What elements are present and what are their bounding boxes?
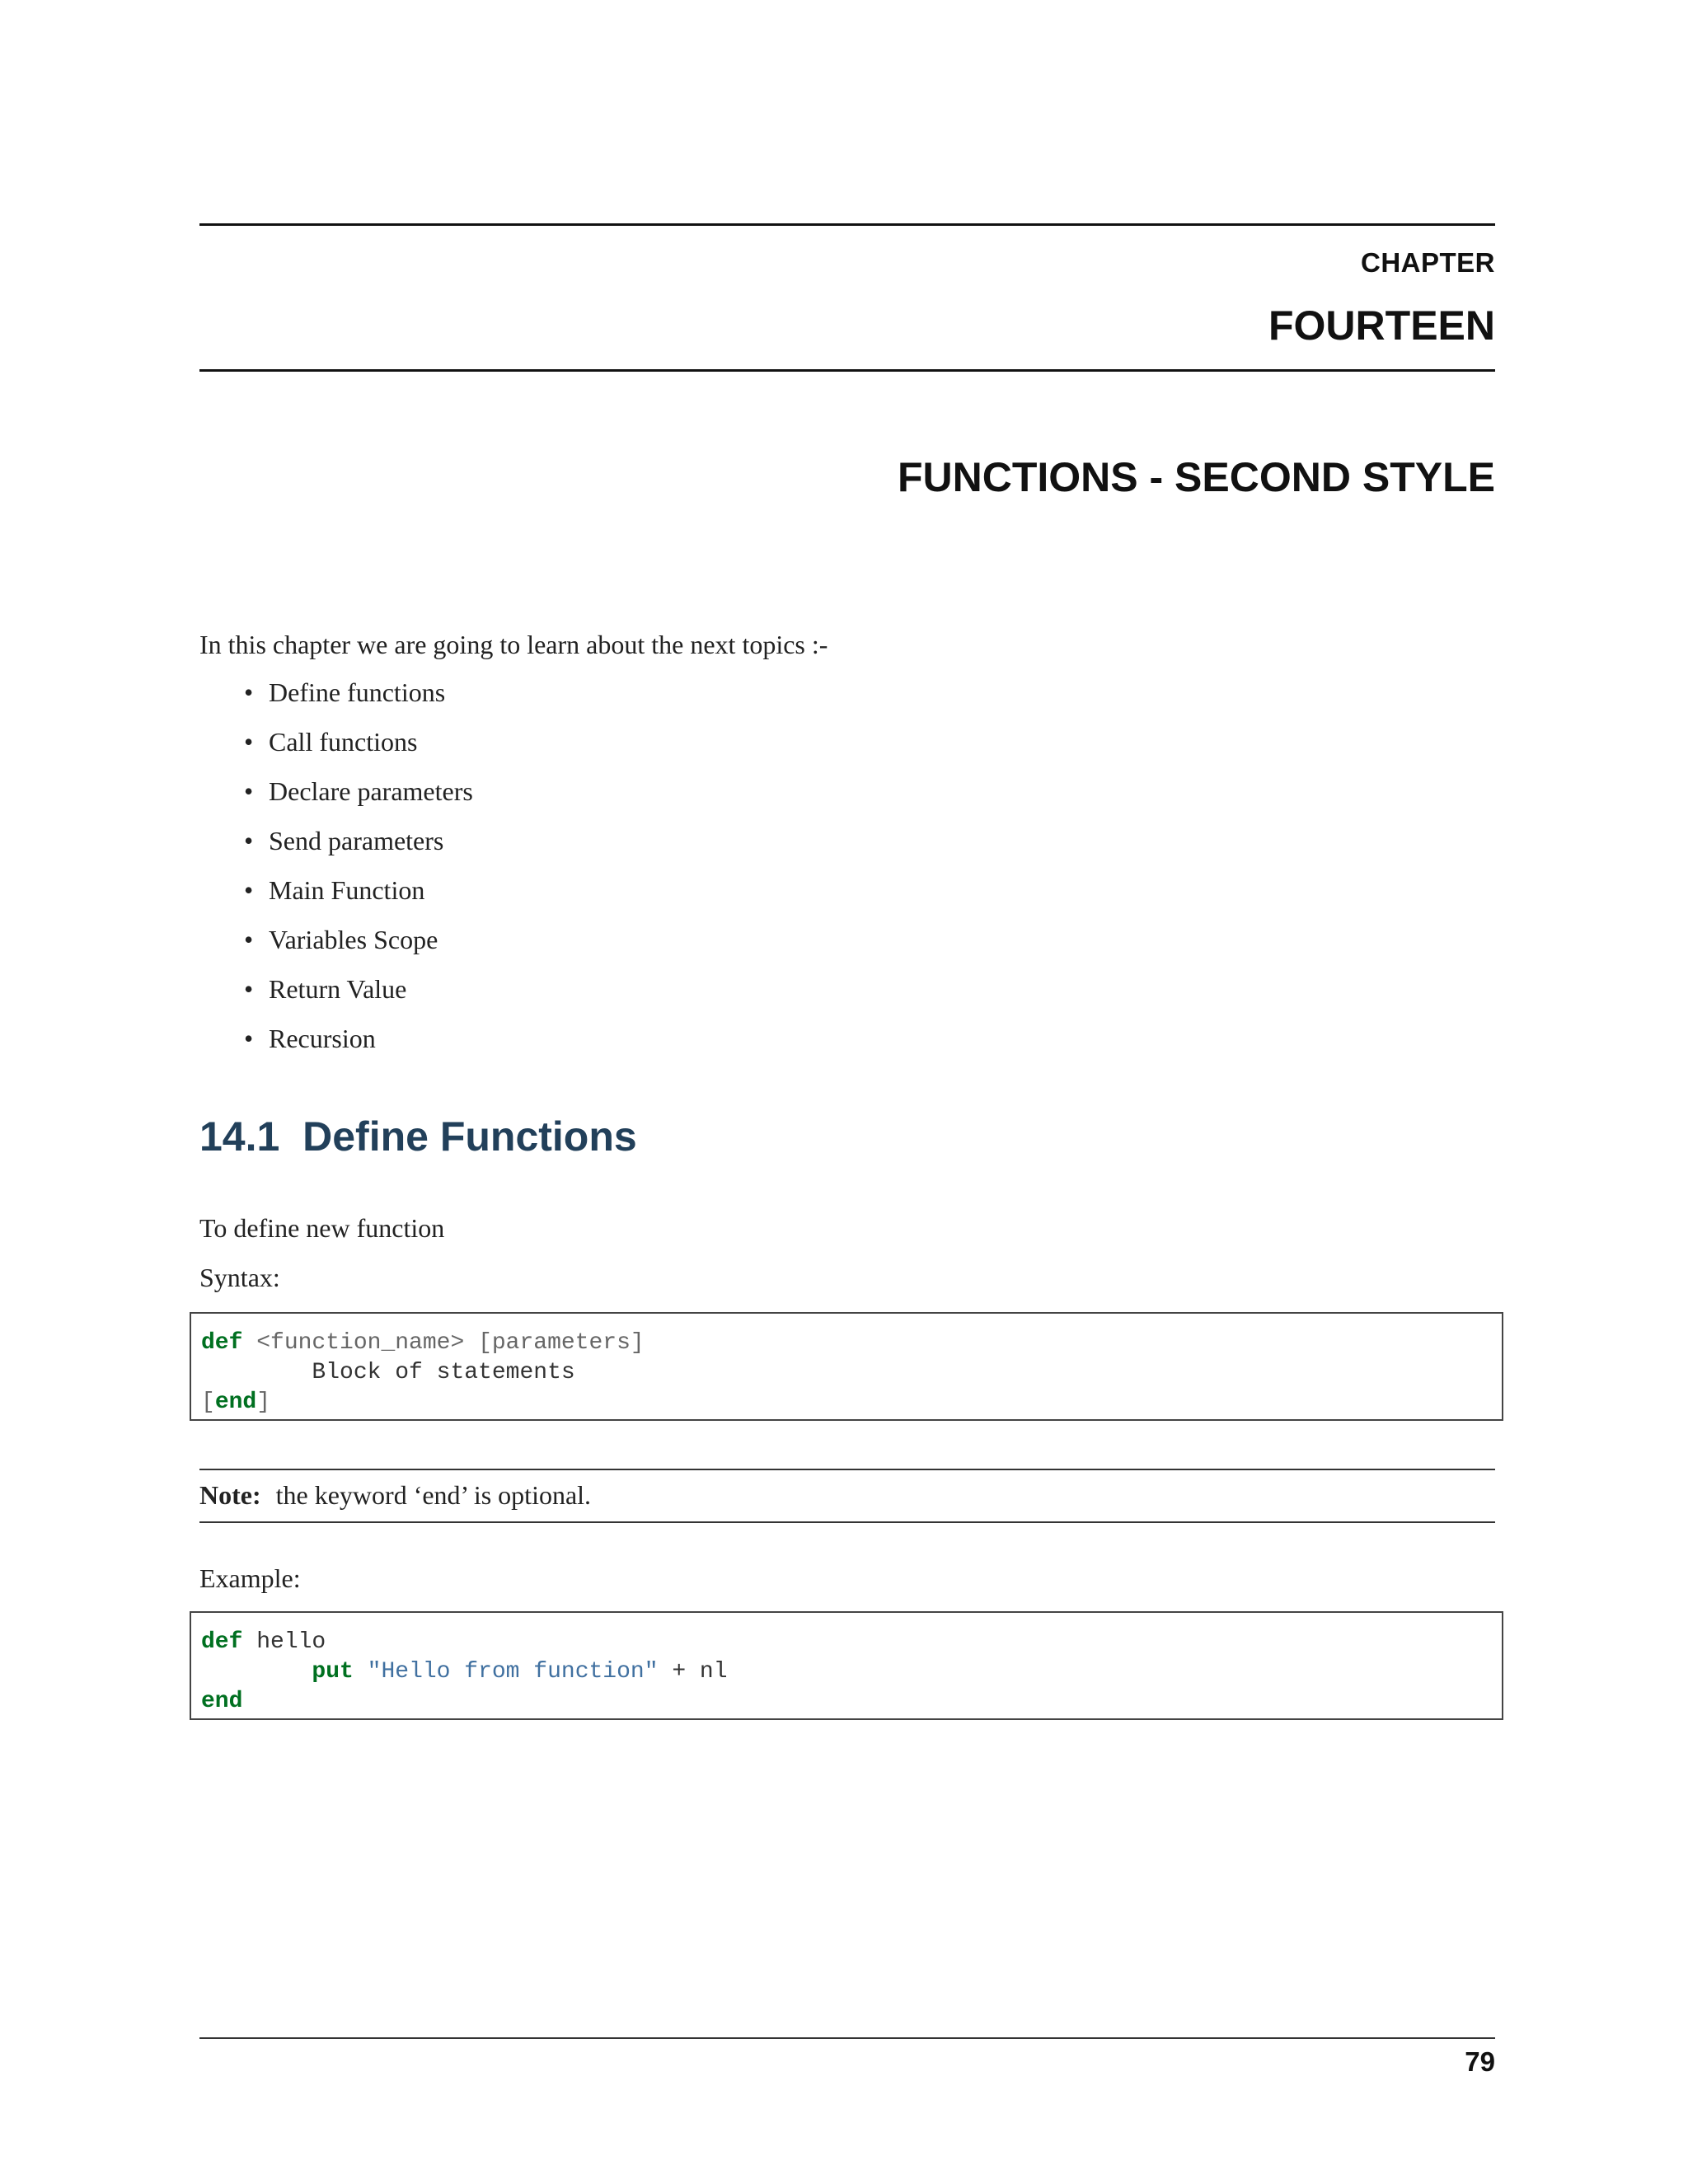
bullet-icon: •	[244, 776, 254, 806]
list-item	[199, 725, 473, 775]
chapter-bottom-rule	[199, 369, 1495, 372]
list-item	[199, 775, 473, 824]
bullet-icon: •	[244, 826, 254, 855]
list-item-text: Main Function	[269, 875, 425, 905]
section-number: 14.1	[199, 1113, 280, 1160]
example-label: Example:	[199, 1563, 301, 1593]
note-text: the keyword ‘end’ is optional.	[275, 1480, 592, 1510]
code-keyword-end: end	[201, 1689, 243, 1714]
page-number: 79	[1465, 2046, 1495, 2077]
bullet-icon: •	[244, 1024, 254, 1053]
code-close-bracket: ]	[256, 1390, 271, 1415]
syntax-code-block	[190, 1312, 1503, 1421]
code-keyword-def: def	[201, 1330, 243, 1356]
example-code-block	[190, 1611, 1503, 1720]
chapter-title: FUNCTIONS - SECOND STYLE	[897, 454, 1495, 500]
section-heading	[199, 1113, 637, 1160]
list-item	[199, 874, 473, 923]
code-keyword-end: end	[214, 1390, 257, 1415]
bullet-icon: •	[244, 875, 254, 905]
intro-paragraph: In this chapter we are going to learn about the next topics :-	[199, 630, 828, 659]
code-keyword-put: put	[312, 1659, 354, 1685]
topic-list	[199, 676, 473, 1071]
section-intro-paragraph: To define new function	[199, 1213, 445, 1243]
syntax-label: Syntax:	[199, 1263, 280, 1292]
list-item	[199, 972, 473, 1022]
list-item-text: Send parameters	[269, 826, 444, 855]
bullet-icon: •	[244, 925, 254, 954]
section-title-text: Define Functions	[302, 1113, 637, 1160]
chapter-top-rule	[199, 223, 1495, 226]
code-body-line: Block of statements	[201, 1360, 575, 1385]
list-item-text: Call functions	[269, 727, 418, 757]
list-item-text: Recursion	[269, 1024, 376, 1053]
code-expression-rest: + nl	[658, 1659, 728, 1685]
list-item-text: Variables Scope	[269, 925, 438, 954]
list-item	[199, 1022, 473, 1071]
code-function-signature: <function_name> [parameters]	[242, 1330, 645, 1356]
chapter-number: FOURTEEN	[1268, 302, 1495, 349]
bullet-icon: •	[244, 677, 254, 707]
bullet-icon: •	[244, 727, 254, 757]
footer-rule	[199, 2037, 1495, 2039]
note-admonition	[199, 1469, 1495, 1523]
list-item-text: Declare parameters	[269, 776, 473, 806]
list-item	[199, 923, 473, 972]
list-item-text: Return Value	[269, 974, 407, 1004]
chapter-label: CHAPTER	[1360, 247, 1495, 278]
list-item	[199, 676, 473, 725]
note-label: Note:	[199, 1480, 261, 1510]
code-string-literal: "Hello from function"	[367, 1659, 659, 1685]
list-item-text: Define functions	[269, 677, 446, 707]
code-open-bracket: [	[201, 1390, 215, 1415]
code-function-name: hello	[242, 1629, 326, 1655]
code-keyword-def: def	[201, 1629, 243, 1655]
bullet-icon: •	[244, 974, 254, 1004]
list-item	[199, 824, 473, 874]
code-indent	[201, 1659, 312, 1685]
